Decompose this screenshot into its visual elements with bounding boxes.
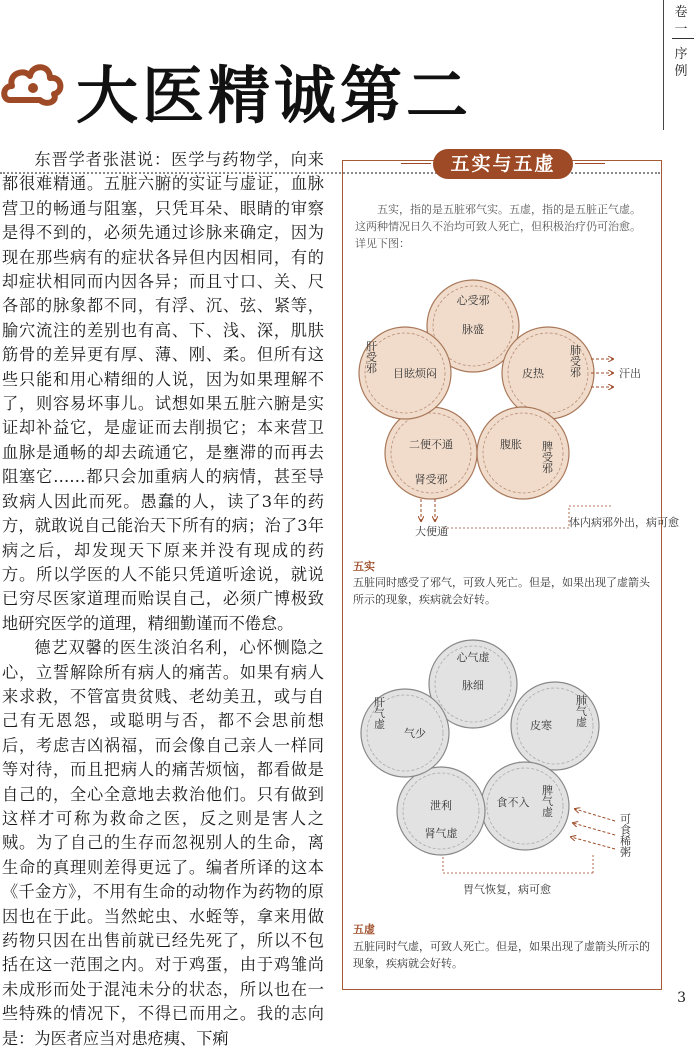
xu-circle-liver <box>361 689 449 777</box>
shi-bottom-note: 体内病邪外出，病可愈 <box>569 516 679 529</box>
xu-organ: 肾气虚 <box>424 827 458 840</box>
shi-organ: 肾受邪 <box>414 473 448 486</box>
xu-organ: 肺气虚 <box>574 694 588 728</box>
shi-circle-spleen <box>477 407 569 499</box>
xu-side-label: 可食稀粥 <box>618 813 632 857</box>
shi-circle-liver <box>359 327 451 419</box>
xu-circle-spleen <box>481 762 569 850</box>
xu-organ: 脾气虚 <box>540 784 554 818</box>
xu-organ: 肝气虚 <box>372 696 386 730</box>
sidebar-box <box>342 153 679 990</box>
cloud-ornament-icon <box>0 60 66 108</box>
shi-symptom: 腹胀 <box>500 438 522 451</box>
shi-desc: 五脏同时感受了邪气，可致人死亡。但是，如果出现了虚箭头所示的现象，疾病就会好转。 <box>353 576 650 606</box>
shi-bottom-label: 大便通 <box>415 525 448 538</box>
xu-symptom: 皮寒 <box>530 719 552 732</box>
section-label: 序例 <box>674 47 688 79</box>
xu-symptom: 气少 <box>404 727 426 740</box>
volume-label: 卷一 <box>674 5 688 37</box>
xu-bottom-note: 胃气恢复，病可愈 <box>463 883 551 896</box>
chapter-header <box>0 42 660 137</box>
shi-circle-kidney <box>385 407 477 499</box>
shi-symptom: 脉盛 <box>462 323 484 336</box>
shi-circle-lung <box>502 327 594 419</box>
volume-tab <box>663 0 700 130</box>
shi-right-label: 汗出 <box>619 367 641 380</box>
paragraph: 德艺双馨的医生淡泊名利，心怀恻隐之心，立誓解除所有病人的痛苦。如果有病人来求救，不管富贵贫贱、老幼美丑，或与自己有无恩怨，或聪明与否，都不会思前想后，考虑吉凶祸福，而会像自己亲人一样同等对待，而且把病人的痛苦烦恼，都看做是自己的，全心全意地去救治他们。只有做到这样才可称为救命之医，反之则是害人之贼。为了自己的生存而忽视别人的生命，离生命的真理则差得更远了。编者所译的这本《千金方》，不用有生命的动物作为药物的原因也在于此。当然蛇虫、水蛭等，拿来用做药物只因在出售前就已经先死了，所以不包括在这一范围之内。对于鸡蛋，由于鸡雏尚未成形而处于混沌未分的状态，所以也在一些特殊的情况下，不得已而用之。我的志向是：为医者应当对患疮痍、下痢 <box>2 638 324 1048</box>
xu-symptom: 食不入 <box>496 796 530 809</box>
shi-symptom: 目眩烦闷 <box>393 367 437 380</box>
paragraph: 东晋学者张湛说：医学与药物学，向来都很难精通。五脏六腑的实证与虚证，血脉营卫的畅通与阻塞，只凭耳朵、眼睛的审察是得不到的，必须先通过诊脉来确定，因为现在那些病有的症状各异但内因相同，有的却症状相同而内因各异；而且寸口、关、尺各部的脉象都不同，有浮、沉、弦、紧等，腧穴流注的差别也有高、下、浅、深，肌肤筋骨的差异更有厚、薄、刚、柔。但所有这些只能和用心精细的人说，因为如果理解不了，则容易坏事儿。试想如果五脏六腑是实证却补益它，是虚证而去削损它；本来营卫血脉是通畅的却去疏通它，是壅滞的而再去阻塞它……都只会加重病人的病情，甚至导致病人因此而死。愚蠢的人，读了3年的药方，就敢说自己能治天下所有的病；治了3年病之后，却发现天下原来并没有现成的药方。所以学医的人不能只凭道听途说，就说已穷尽医家道理而贻误自己，必须广博极致地研究医学的道理，精细勤谨而不倦怠。 <box>2 150 324 633</box>
shi-organ: 脾受邪 <box>540 440 554 474</box>
shi-label: 五实 <box>353 560 375 573</box>
tab-divider <box>672 38 694 39</box>
xu-circle-kidney <box>397 767 485 855</box>
xu-desc: 五脏同时气虚，可致人死亡。但是，如果出现了虚箭头所示的现象，疾病就会好转。 <box>353 940 650 970</box>
xu-circle-lung <box>511 682 599 770</box>
body-text <box>2 148 324 1051</box>
xu-symptom: 脉细 <box>462 679 484 692</box>
page-title: 大医精诚第二 <box>76 59 473 132</box>
shi-symptom: 皮热 <box>522 367 544 380</box>
xu-organ: 心气虚 <box>456 651 490 664</box>
sidebar-intro: 五实，指的是五脏邪气实。五虚，指的是五脏正气虚。这两种情况日久不治均可致人死亡，但积极治疗仍可治愈。详见下图： <box>355 203 641 250</box>
sidebar-title: 五实与五虚 <box>433 149 573 179</box>
shi-organ: 肺受邪 <box>568 344 582 378</box>
page-number: 3 <box>677 990 686 1006</box>
shi-organ: 心受邪 <box>456 294 490 307</box>
shi-symptom: 二便不通 <box>409 438 453 451</box>
xu-symptom: 泄利 <box>430 799 452 812</box>
shi-organ: 肝受邪 <box>364 340 378 374</box>
xu-label: 五虚 <box>353 923 375 936</box>
